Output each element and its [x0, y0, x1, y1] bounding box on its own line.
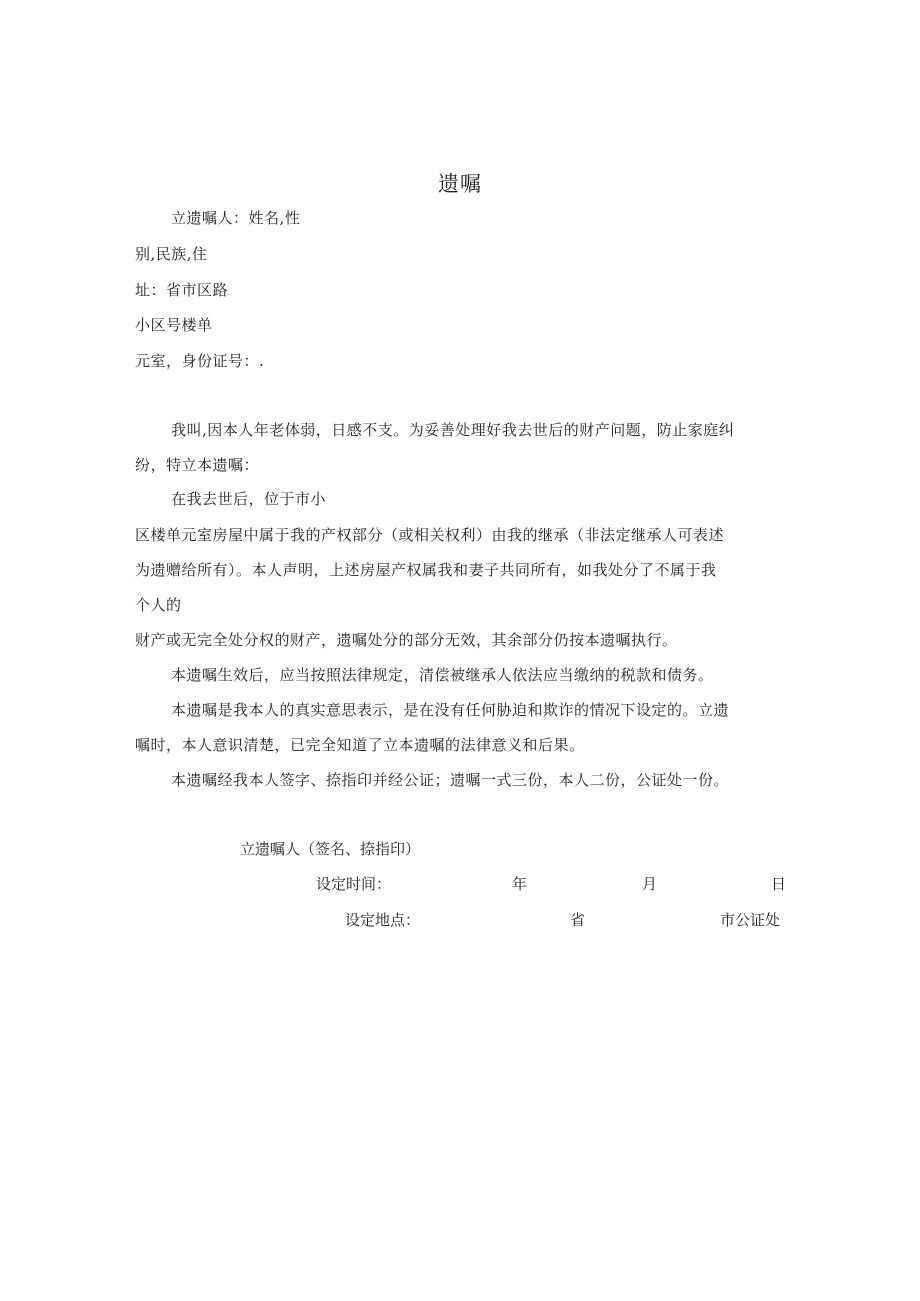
set-place-label: 设定地点： — [345, 911, 421, 929]
body-line: 为遗赠给所有）。本人声明，上述房屋产权属我和妻子共同所有，如我处分了不属于我 — [135, 561, 717, 579]
body-line: 个人的 — [135, 596, 182, 614]
signature-label: 立遗嘱人（签名、捺指印） — [240, 840, 421, 858]
testator-line: 小区号楼单 — [135, 316, 213, 334]
body-line: 本遗嘱经我本人签字、捺指印并经公证；遗嘱一式三份，本人二份，公证处一份。 — [171, 771, 730, 789]
body-line: 我叫,因本人年老体弱，日感不支。为妥善处理好我去世后的财产问题，防止家庭纠 — [171, 421, 735, 439]
set-time-label: 设定时间： — [316, 875, 392, 893]
body-line: 嘱时，本人意识清楚，已完全知道了立本遗嘱的法律意义和后果。 — [135, 736, 585, 754]
body-line: 财产或无完全处分权的财产，遗嘱处分的部分无效，其余部分仍按本遗嘱执行。 — [135, 631, 678, 649]
city-notary-label: 市公证处 — [720, 911, 781, 929]
testator-line: 址：省市区路 — [135, 281, 229, 299]
document-title: 遗嘱 — [438, 172, 482, 196]
body-line: 纷，特立本遗嘱： — [135, 456, 260, 474]
year-label: 年 — [512, 875, 528, 893]
body-line: 本遗嘱生效后，应当按照法律规定，清偿被继承人依法应当缴纳的税款和债务。 — [171, 666, 714, 684]
testator-line: 立遗嘱人：姓名,性 — [171, 209, 301, 227]
testator-line: 别,民族,住 — [135, 245, 208, 263]
day-label: 日 — [771, 875, 787, 893]
body-line: 区楼单元室房屋中属于我的产权部分（或相关权利）由我的继承（非法定继承人可表述 — [135, 526, 725, 544]
body-line: 在我去世后，位于市小 — [171, 490, 327, 508]
province-label: 省 — [570, 911, 586, 929]
testator-line: 元室，身份证号：. — [135, 352, 265, 370]
body-line: 本遗嘱是我本人的真实意思表示，是在没有任何胁迫和欺诈的情况下设定的。立遗 — [171, 701, 730, 719]
month-label: 月 — [642, 875, 658, 893]
